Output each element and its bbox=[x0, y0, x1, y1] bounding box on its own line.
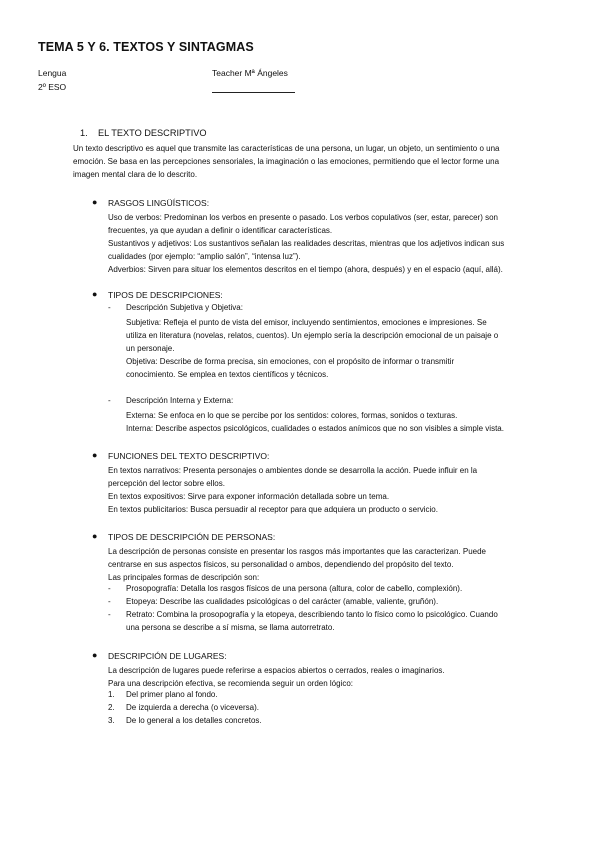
step-text: De lo general a los detalles concretos. bbox=[126, 716, 262, 725]
heading-text: DESCRIPCIÓN DE LUGARES: bbox=[108, 651, 227, 661]
text-line: Externa: Se enfoca en lo que se percibe por los sentidos: colores, formas, sonidos o texturas. bbox=[126, 411, 458, 420]
text-line: Subjetiva: Refleja el punto de vista del emisor, incluyendo sentimientos, emociones e impresiones. Se bbox=[126, 318, 487, 327]
text-line: Interna: Describe aspectos psicológicos, cualidades o estados anímicos que no son visibles a simple vista. bbox=[126, 424, 504, 433]
step-number: 3. bbox=[108, 716, 115, 725]
step-number: 2. bbox=[108, 703, 115, 712]
text-line: Uso de verbos: Predominan los verbos en presente o pasado. Los verbos copulativos (ser, estar, parecer) son bbox=[108, 213, 498, 222]
text-line: Adverbios: Sirven para situar los elementos descritos en el tiempo (ahora, después) y en el espacio (aquí, allá). bbox=[108, 265, 503, 274]
bullet-icon: ● bbox=[92, 531, 98, 541]
personas-block bbox=[108, 545, 486, 584]
intro-line: emoción. Se basa en las percepciones sensoriales, la imaginación o las emociones, permitiendo que el lector forme una bbox=[73, 157, 500, 166]
document-title: TEMA 5 Y 6. TEXTOS Y SINTAGMAS bbox=[38, 40, 254, 54]
section-title: EL TEXTO DESCRIPTIVO bbox=[98, 128, 207, 138]
list-item: Retrato: Combina la prosopografía y la etopeya, describiendo tanto lo físico como lo psicológico. Cuando bbox=[126, 610, 498, 619]
funciones-block bbox=[108, 464, 477, 516]
lugares-block bbox=[108, 664, 445, 690]
signature-line bbox=[212, 92, 295, 93]
dash-icon: - bbox=[108, 303, 111, 312]
text-line: utiliza en literatura (novelas, relatos, cuentos). Un ejemplo sería la descripción emocional de un paisaje o bbox=[126, 331, 499, 340]
course-label: 2º ESO bbox=[38, 82, 67, 92]
text-line: Las principales formas de descripción son: bbox=[108, 573, 260, 582]
bullet-icon: ● bbox=[92, 289, 98, 299]
text-line: conocimiento. Se emplea en textos científicos y técnicos. bbox=[126, 370, 329, 379]
text-line: centrarse en sus aspectos físicos, su personalidad o ambos, dependiendo del propósito del texto. bbox=[108, 560, 454, 569]
bullet-icon: ● bbox=[92, 197, 98, 207]
section-heading bbox=[80, 128, 207, 138]
dash-icon: - bbox=[108, 597, 111, 606]
text-line: En textos narrativos: Presenta personajes o ambientes donde se desarrolla la acción. Puede influir en la bbox=[108, 466, 478, 475]
text-line: En textos expositivos: Sirve para exponer información detallada sobre un tema. bbox=[108, 492, 390, 501]
bullet-icon: ● bbox=[92, 650, 98, 660]
step-text: Del primer plano al fondo. bbox=[126, 690, 218, 699]
heading-text: FUNCIONES DEL TEXTO DESCRIPTIVO: bbox=[108, 451, 270, 461]
heading-text: TIPOS DE DESCRIPCIONES: bbox=[108, 290, 223, 300]
text-line: percepción del lector sobre ellos. bbox=[108, 479, 225, 488]
text-line: Sustantivos y adjetivos: Los sustantivos señalan las realidades descritas, mientras que los adjetivos indican sus bbox=[108, 239, 505, 248]
text-line: cualidades (por ejemplo: “amplio salón”, “intensa luz”). bbox=[108, 252, 301, 261]
text-line: frecuentes, ya que ayudan a definir o identificar características. bbox=[108, 226, 333, 235]
text-line: Objetiva: Describe de forma precisa, sin emociones, con el propósito de informar o transmitir bbox=[126, 357, 455, 366]
text-line: un personaje. bbox=[126, 344, 175, 353]
text-line: La descripción de lugares puede referirse a espacios abiertos o cerrados, reales o imaginarios. bbox=[108, 666, 445, 675]
subject-label: Lengua bbox=[38, 68, 67, 78]
list-item: Etopeya: Describe las cualidades psicológicas o del carácter (amable, valiente, gruñón). bbox=[126, 597, 439, 606]
bullet-icon: ● bbox=[92, 450, 98, 460]
text-line: Para una descripción efectiva, se recomienda seguir un orden lógico: bbox=[108, 679, 354, 688]
subheading: Descripción Interna y Externa: bbox=[126, 396, 234, 405]
list-item: Prosopografía: Detalla los rasgos físicos de una persona (altura, color de cabello, complexión). bbox=[126, 584, 463, 593]
teacher-label: Teacher Mª Ángeles bbox=[212, 68, 288, 78]
internal-external-block bbox=[126, 409, 504, 435]
dash-icon: - bbox=[108, 396, 111, 405]
intro-paragraph bbox=[73, 142, 499, 181]
heading-text: TIPOS DE DESCRIPCIÓN DE PERSONAS: bbox=[108, 532, 276, 542]
subjective-objective-block bbox=[126, 316, 498, 381]
step-number: 1. bbox=[108, 690, 115, 699]
intro-line: Un texto descriptivo es aquel que transmite las características de una persona, un lugar, un objeto, un sentimiento o una bbox=[73, 144, 500, 153]
text-line: En textos publicitarios: Busca persuadir al receptor para que adquiera un producto o servicio. bbox=[108, 505, 438, 514]
dash-icon: - bbox=[108, 610, 111, 619]
section-number: 1. bbox=[80, 128, 88, 138]
step-text: De izquierda a derecha (o viceversa). bbox=[126, 703, 259, 712]
subheading: Descripción Subjetiva y Objetiva: bbox=[126, 303, 243, 312]
list-item-continuation: una persona se describe a sí misma, se llama autorretrato. bbox=[126, 623, 335, 632]
intro-line: imagen mental clara de lo descrito. bbox=[73, 170, 198, 179]
text-line: La descripción de personas consiste en presentar los rasgos más importantes que las caracterizan. Puede bbox=[108, 547, 486, 556]
heading-text: RASGOS LINGÜÍSTICOS: bbox=[108, 198, 210, 208]
rasgos-block bbox=[108, 211, 504, 276]
dash-icon: - bbox=[108, 584, 111, 593]
